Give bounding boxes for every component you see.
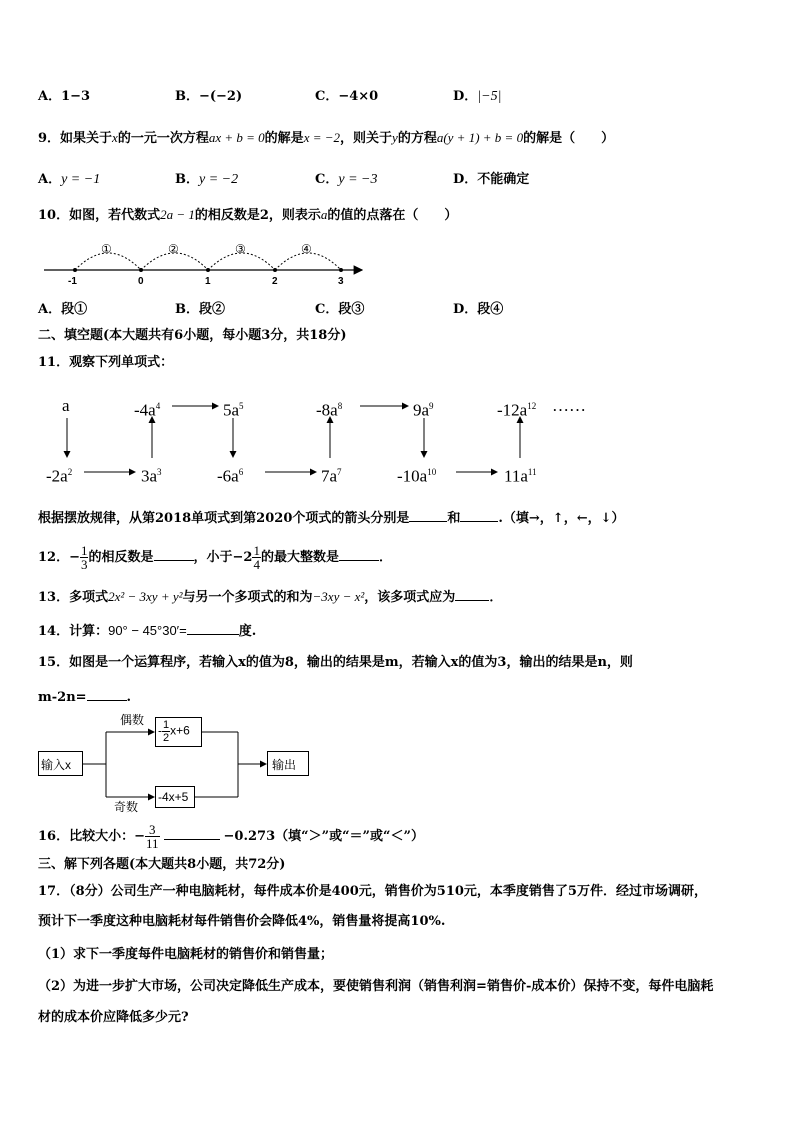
fraction-one-quarter: $\frac{1}{4}$ [253,543,260,572]
q10-question: 10．如图，若代数式2a − 1的相反数是2，则表示a的值的点落在（ ） [38,207,458,223]
q11-question: 根据摆放规律，从第2018单项式到第2020个项式的箭头分别是 和 .（填→，↑，←，↓） [38,511,625,526]
q9-question: 9．如果关于x的一元一次方程ax + b = 0的解是x = −2，则关于y的方程a(y + 1) + b = 0的解是（ ） [38,130,615,146]
q8-option-b: B．−(−2) [175,89,243,104]
fraction-three-elevenths: $\frac{3}{11}$ [145,822,159,851]
answer-blank[interactable] [339,548,379,561]
q10-option-a: A．段① [38,302,88,317]
monomial-2: $-2a^2$ [46,466,73,486]
section-3-heading: 三、解下列各题(本大题共8小题，共72分) [38,857,286,872]
monomial-5: $5a^5$ [223,400,244,420]
answer-blank[interactable] [187,622,239,635]
q17-part-2-line-2: 材的成本价应降低多少元? [38,1010,189,1025]
monomial-12: $-12a^{12}$ [497,400,537,420]
tick-label: -1 [68,276,77,287]
answer-blank[interactable] [455,588,489,601]
q16-question: 16．比较大小：− $\frac{3}{11}$ −0.273（填“＞”或“＝”或“＜”） [38,822,424,851]
q9-option-b: B．y = −2 [175,172,239,187]
segment-label-3: ③ [235,242,246,256]
q15-question: 15．如图是一个运算程序，若输入x的值为8，输出的结果是m，若输入x的值为3，输出的结果是n，则 [38,655,633,670]
q15-answer-line: m-2n= . [38,690,132,705]
monomial-1: a [62,396,70,415]
monomial-4: $-4a^4$ [134,400,161,420]
q10-option-b: B．段② [175,302,225,317]
section-2-heading: 二、填空题(本大题共有6小题，每小题3分，共18分) [38,328,347,343]
q17-line-1: 17．（8分）公司生产一种电脑耗材，每件成本价是400元，销售价为510元，本季度销售了5万件．经过市场调研， [38,884,707,899]
monomial-11: $11a^{11}$ [504,466,537,486]
answer-blank[interactable] [87,688,127,701]
monomial-3: $3a^3$ [141,466,162,486]
flow-output-box: 输出 [267,751,309,776]
monomial-9: $9a^9$ [413,400,434,420]
q10-option-d: D．段④ [453,302,504,317]
q12-question: 12．− $\frac{1}{3}$ 的相反数是 ，小于−2 $\frac{1}{4}$ 的最大整数是 ． [38,543,392,572]
q10-option-c: C．段③ [315,302,365,317]
fraction-one-third: $\frac{1}{3}$ [80,543,88,572]
flow-label-odd: 奇数 [114,800,139,814]
tick-label: 3 [338,276,344,287]
segment-label-2: ② [168,242,179,256]
q8-option-a: A．1−3 [38,89,91,104]
q11-title: 11．观察下列单项式： [38,355,174,370]
q14-question: 14．计算：90° − 45°30′= 度. [38,623,257,639]
q9-option-c: C．y = −3 [315,172,378,187]
segment-label-4: ④ [301,242,312,256]
tick-label: 0 [138,276,144,287]
segment-label-1: ① [101,242,112,256]
q17-part-1: （1）求下一季度每件电脑耗材的销售价和销售量； [38,947,334,962]
answer-blank[interactable] [460,509,498,522]
tick-label: 2 [272,276,278,287]
answer-blank[interactable] [154,548,194,561]
answer-blank[interactable] [164,827,220,840]
flow-label-even: 偶数 [120,713,145,727]
q9-option-d: D．不能确定 [453,172,530,187]
monomial-7: $7a^7$ [321,466,342,486]
monomial-8: $-8a^8$ [316,400,343,420]
q13-question: 13．多项式2x² − 3xy + y²与另一个多项式的和为−3xy − x²，该多项式应为 ． [38,589,503,605]
q9-option-a: A．y = −1 [38,172,101,187]
monomial-6: $-6a^6$ [217,466,244,486]
flow-input-box: 输入x [38,751,83,776]
tick-label: 1 [205,276,211,287]
monomial-continuation: …… [552,396,586,415]
answer-blank[interactable] [409,509,447,522]
q8-option-d: D．|−5| [453,89,502,104]
q8-option-c: C．−4×0 [315,89,379,104]
q17-line-2: 预计下一季度这种电脑耗材每件销售价会降低4%，销售量将提高10%. [38,914,446,929]
flow-odd-op-box: -4x+5 [155,786,195,808]
monomial-10: $-10a^{10}$ [397,466,437,486]
flow-even-op-box: - $\frac{1}{2}$ x+6 [155,717,202,747]
q17-part-2-line-1: （2）为进一步扩大市场，公司决定降低生产成本，要使销售利润（销售利润=销售价-成本价）保持不变，每件电脑耗 [38,979,714,994]
